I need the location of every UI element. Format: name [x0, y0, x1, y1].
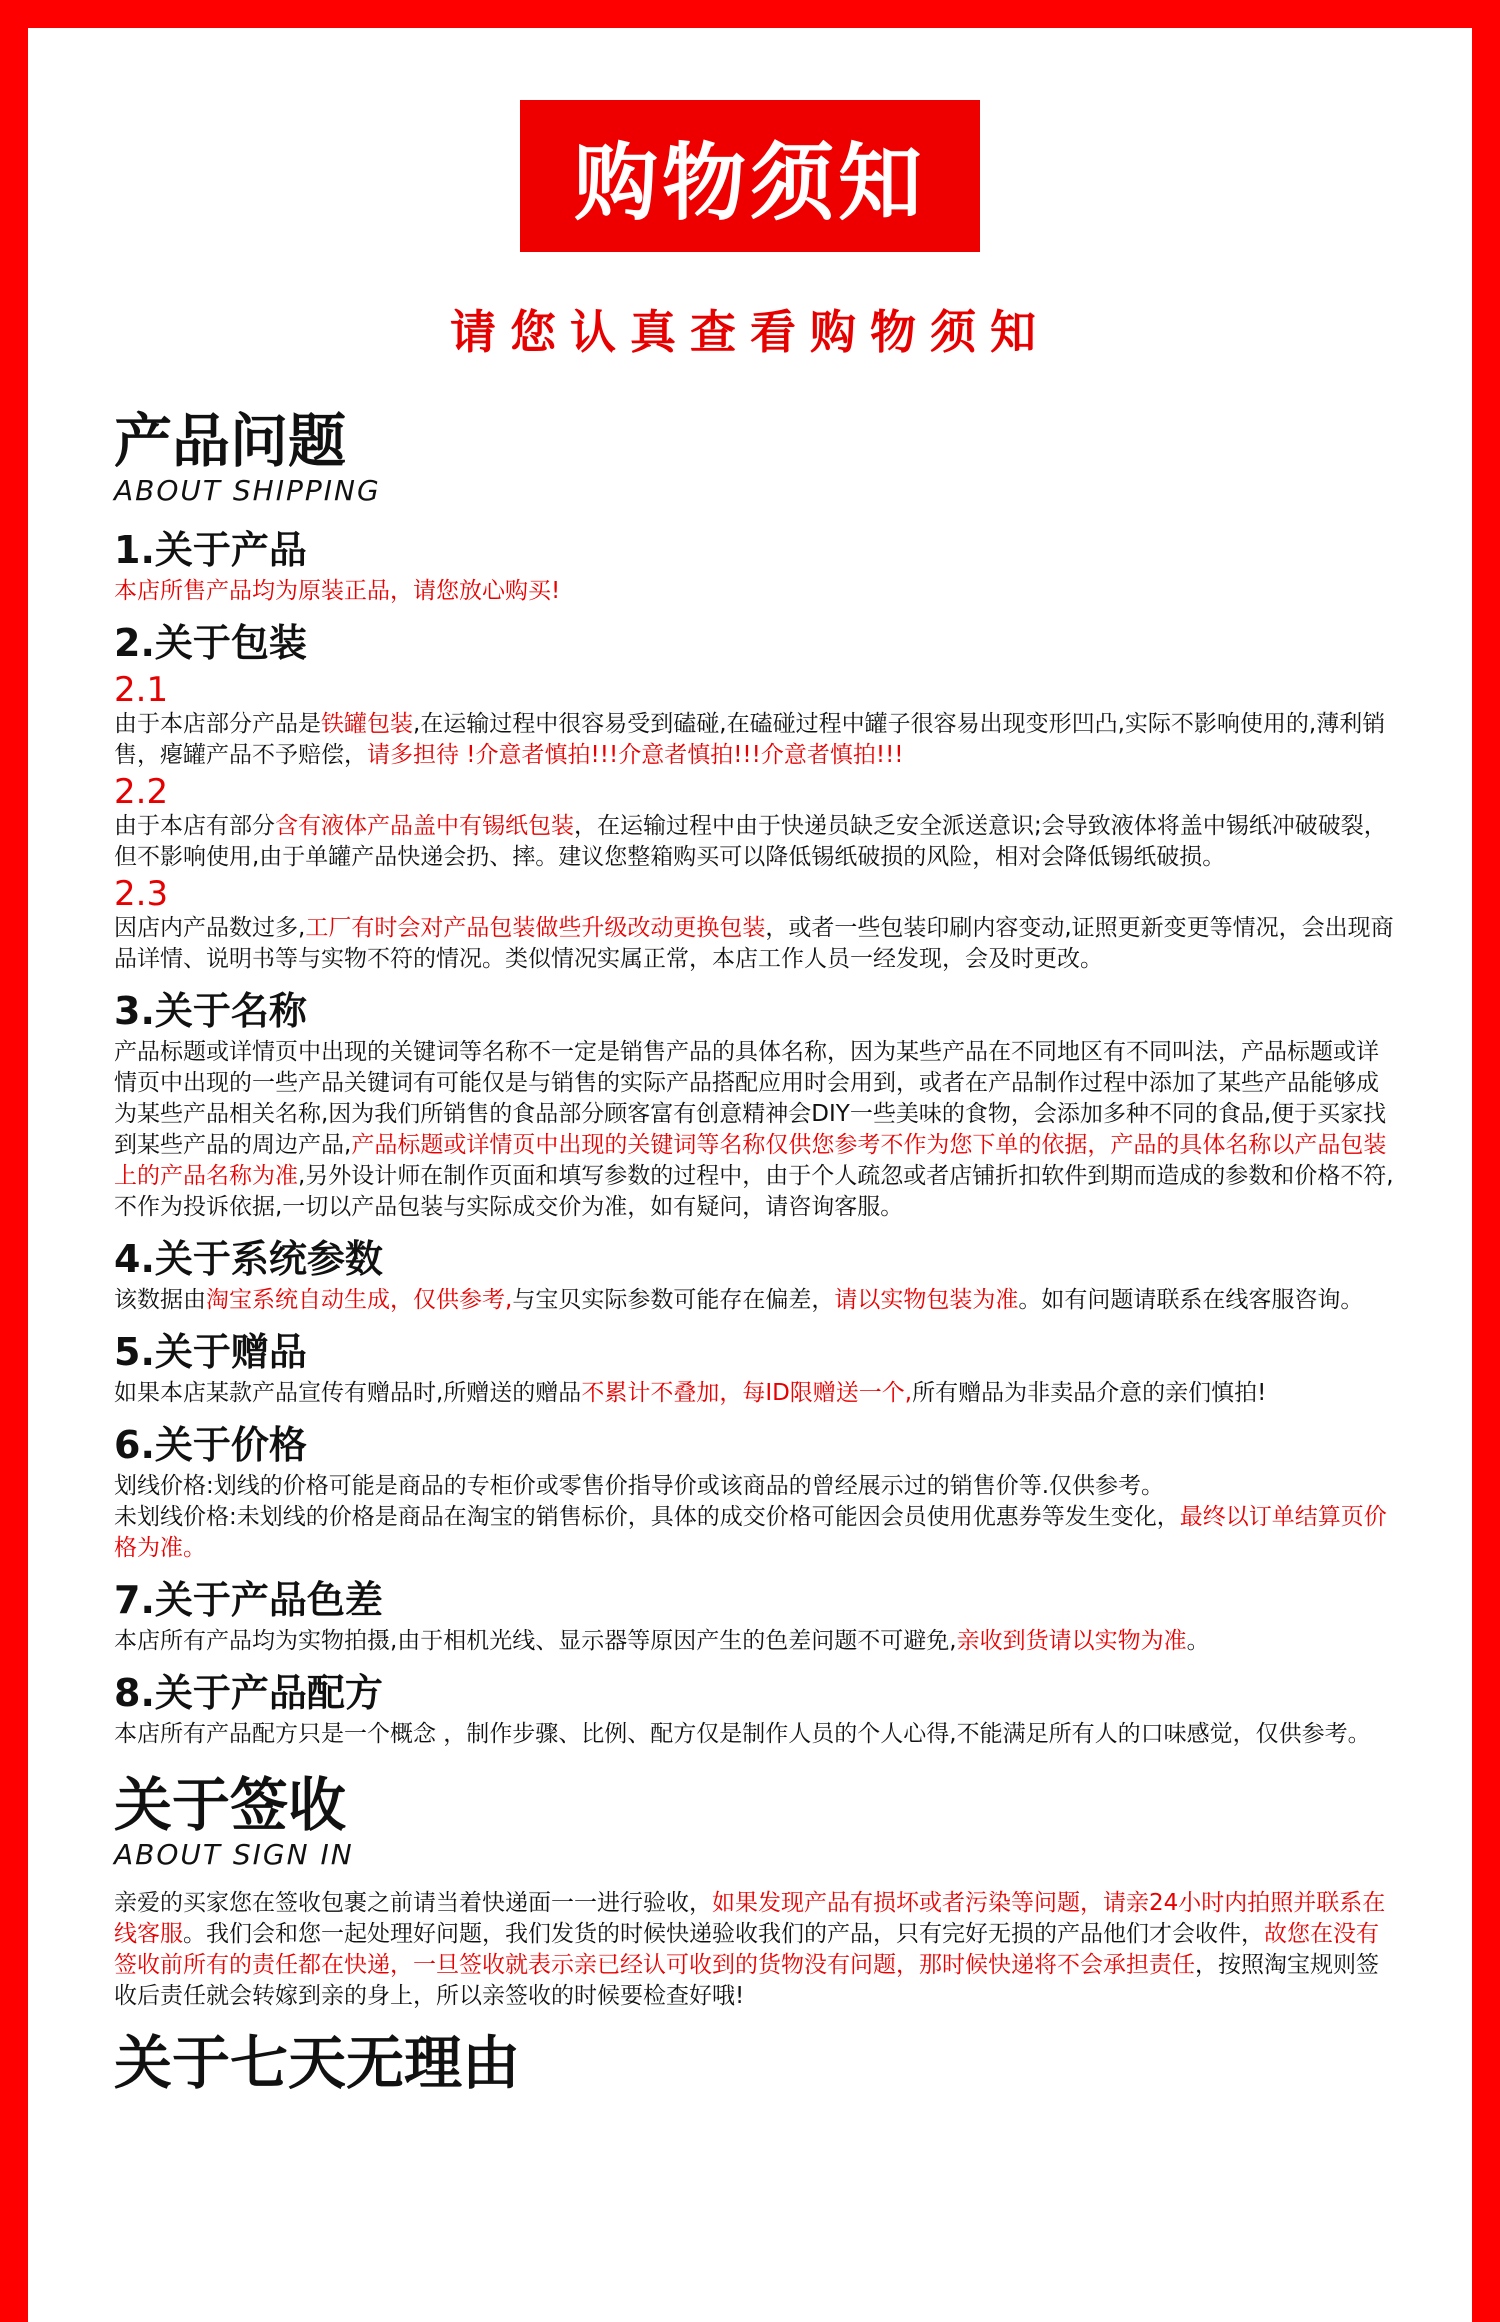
- item2-3-number: 2.3: [114, 874, 169, 914]
- item5-heading: 5.关于赠品: [114, 1330, 307, 1374]
- item4-text: 该数据由淘宝系统自动生成，仅供参考,与宝贝实际参数可能存在偏差，请以实物包装为准。如有问题请联系在线客服咨询。: [114, 1287, 1364, 1313]
- item2-heading: 2.关于包装: [114, 621, 307, 665]
- section-product-title: 产品问题: [114, 407, 347, 475]
- item5-text: 如果本店某款产品宣传有赠品时,所赠送的赠品不累计不叠加，每ID限赠送一个,所有赠品为非卖品介意的亲们慎拍!: [114, 1380, 1267, 1406]
- item8-text: 本店所有产品配方只是一个概念 ，制作步骤、比例、配方仅是制作人员的个人心得,不能满足所有人的口味感觉，仅供参考。: [114, 1721, 1371, 1747]
- item6-line2: 未划线价格:未划线的价格是商品在淘宝的销售标价，具体的成交价格可能因会员使用优惠券等发生变化，最终以订单结算页价格为准。: [114, 1504, 1387, 1561]
- section-sign-subtitle: ABOUT SIGN IN: [114, 1838, 354, 1871]
- item3-heading: 3.关于名称: [114, 989, 307, 1033]
- section-sign-title: 关于签收: [114, 1771, 347, 1839]
- item3-text: 产品标题或详情页中出现的关键词等名称不一定是销售产品的具体名称，因为某些产品在不同地区有不同叫法，产品标题或详情页中出现的一些产品关键词有可能仅是与销售的实际产品搭配应用时会用到，或者在产品制作过程中添加了某些产品能够成为某些产品相关名称,因为我们所销售的食品部分顾客富有创意精神会DIY一些美味的食物，会添加多种不同的食品,便于买家找到某些产品的周边产品,产品标题或详情页中出现的关键词等名称仅供您参考不作为您下单的依据，产品的具体名称以产品包装上的产品名称为准,另外设计师在制作页面和填写参数的过程中，由于个人疏忽或者店铺折扣软件到期而造成的参数和价格不符,不作为投诉依据,一切以产品包装与实际成交价为准，如有疑问，请咨询客服。: [114, 1039, 1394, 1220]
- item7-text: 本店所有产品均为实物拍摄,由于相机光线、显示器等原因产生的色差问题不可避免,亲收到货请以实物为准。: [114, 1628, 1210, 1654]
- banner-title: 购物须知: [520, 100, 980, 252]
- content: [114, 388, 1396, 2098]
- item6-line1: 划线价格:划线的价格可能是商品的专柜价或零售价指导价或该商品的曾经展示过的销售价等.仅供参考。: [114, 1473, 1165, 1499]
- item2-1-number: 2.1: [114, 670, 169, 710]
- item2-3-text: 因店内产品数过多,工厂有时会对产品包装做些升级改动更换包装，或者一些包装印刷内容变动,证照更新变更等情况，会出现商品详情、说明书等与实物不符的情况。类似情况实属正常，本店工作人员一经发现，会及时更改。: [114, 915, 1394, 972]
- item1-heading: 1.关于产品: [114, 528, 307, 572]
- item1-text: 本店所售产品均为原装正品，请您放心购买!: [114, 578, 561, 604]
- item6-heading: 6.关于价格: [114, 1423, 307, 1467]
- item7-heading: 7.关于产品色差: [114, 1578, 383, 1622]
- item2-2-text: 由于本店有部分含有液体产品盖中有锡纸包装，在运输过程中由于快递员缺乏安全派送意识;会导致液体将盖中锡纸冲破破裂，但不影响使用,由于单罐产品快递会扔、摔。建议您整箱购买可以降低锡纸破损的风险，相对会降低锡纸破损。: [114, 813, 1387, 870]
- section-sign-text: 亲爱的买家您在签收包裹之前请当着快递面一一进行验收，如果发现产品有损坏或者污染等问题，请亲24小时内拍照并联系在线客服。我们会和您一起处理好问题，我们发货的时候快递验收我们的产品，只有完好无损的产品他们才会收件，故您在没有签收前所有的责任都在快递，一旦签收就表示亲已经认可收到的货物没有问题，那时候快递将不会承担责任，按照淘宝规则签收后责任就会转嫁到亲的身上，所以亲签收的时候要检查好哦!: [114, 1890, 1386, 2009]
- section-seven-title: 关于七天无理由: [114, 2029, 521, 2097]
- section-product-subtitle: ABOUT SHIPPING: [114, 474, 381, 507]
- item2-2-number: 2.2: [114, 772, 169, 812]
- item8-heading: 8.关于产品配方: [114, 1671, 383, 1715]
- item2-1-text: 由于本店部分产品是铁罐包装,在运输过程中很容易受到磕碰,在磕碰过程中罐子很容易出现变形凹凸,实际不影响使用的,薄利销售，瘪罐产品不予赔偿，请多担待 !介意者慎拍!!!介意者慎拍!!!介意者慎拍!!!: [114, 711, 1386, 768]
- item4-heading: 4.关于系统参数: [114, 1237, 383, 1281]
- page: [28, 28, 1472, 2322]
- banner-subtitle: 请您认真查看购物须知: [450, 305, 1050, 359]
